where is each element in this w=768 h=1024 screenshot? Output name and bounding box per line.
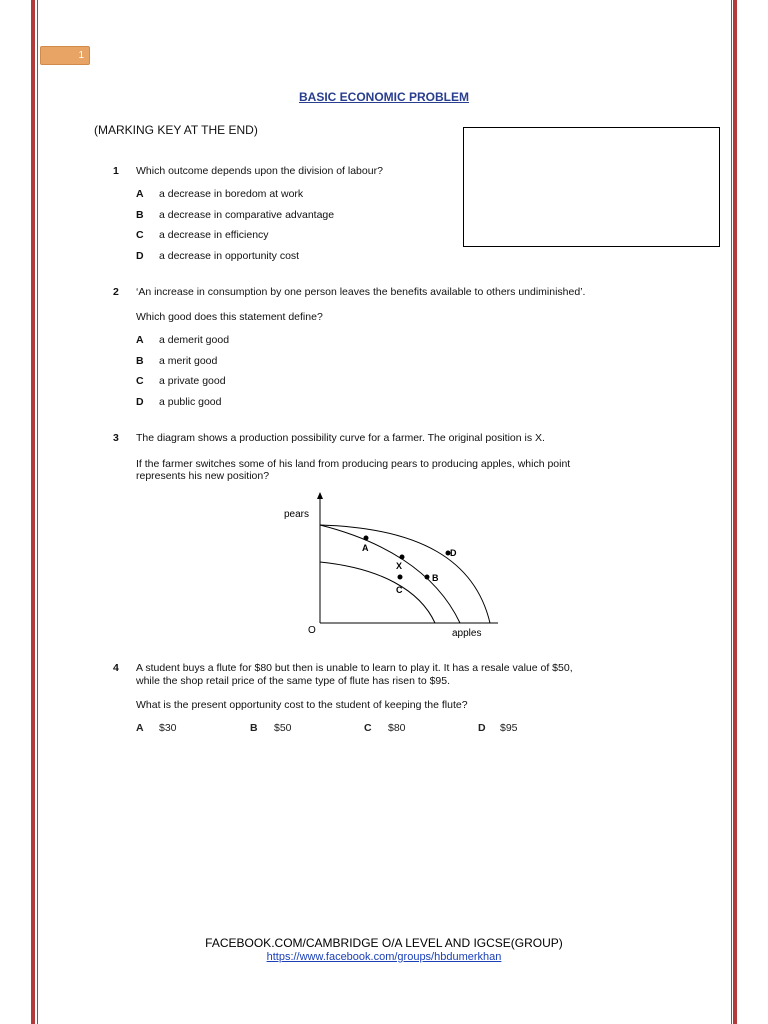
- question-2-stem-2: Which good does this statement define?: [136, 311, 323, 323]
- question-4-stem-2: while the shop retail price of the same type of flute has risen to $95.: [136, 675, 451, 687]
- question-4-option-d-text: $95: [500, 722, 518, 734]
- question-2-option-d-letter: D: [136, 396, 144, 408]
- point-x-label: X: [396, 561, 403, 571]
- page-border-right-inner: [731, 0, 732, 1024]
- ppc-original-curve: [320, 525, 460, 623]
- point-b-label: B: [432, 573, 439, 583]
- question-4-number: 4: [113, 662, 119, 674]
- page-border-left: [31, 0, 35, 1024]
- question-4-option-c-text: $80: [388, 722, 406, 734]
- ppc-outer-curve: [320, 525, 490, 623]
- point-a-marker: [364, 536, 369, 541]
- y-axis-label: pears: [284, 509, 310, 520]
- question-1-option-a-text: a decrease in boredom at work: [159, 188, 304, 200]
- question-2-option-b-text: a merit good: [159, 355, 218, 367]
- question-2-stem: ‘An increase in consumption by one person leaves the benefits available to others undiminished’.: [136, 286, 586, 298]
- question-1-option-c-text: a decrease in efficiency: [159, 229, 269, 241]
- question-4-option-c-letter: C: [364, 722, 372, 734]
- question-4-stem-3: What is the present opportunity cost to the student of keeping the flute?: [136, 699, 468, 711]
- point-c-label: C: [396, 585, 403, 595]
- question-4-stem: A student buys a flute for $80 but then is unable to learn to play it. It has a resale value of $50,: [136, 662, 573, 674]
- page-number-tab: 1: [40, 46, 90, 65]
- question-2-number: 2: [113, 286, 119, 298]
- question-1-number: 1: [113, 165, 119, 177]
- question-3-stem-2: If the farmer switches some of his land from producing pears to producing apples, which point: [136, 458, 571, 470]
- point-b-marker: [425, 575, 430, 580]
- question-1-option-a-letter: A: [136, 188, 144, 200]
- marking-key-note: (MARKING KEY AT THE END): [94, 123, 258, 137]
- question-3-stem-3: represents his new position?: [136, 470, 270, 482]
- point-d-label: D: [450, 548, 457, 558]
- question-1-option-b-letter: B: [136, 209, 144, 221]
- question-4-option-d-letter: D: [478, 722, 486, 734]
- question-1-option-d-text: a decrease in opportunity cost: [159, 250, 300, 262]
- x-axis-label: apples: [452, 628, 482, 639]
- question-2-option-a-letter: A: [136, 334, 144, 346]
- question-4-option-b-text: $50: [274, 722, 292, 734]
- answer-box: [463, 127, 720, 247]
- question-1-option-c-letter: C: [136, 229, 144, 241]
- question-1-option-b-text: a decrease in comparative advantage: [159, 209, 335, 221]
- question-3-number: 3: [113, 432, 119, 444]
- page-title: BASIC ECONOMIC PROBLEM: [298, 90, 469, 104]
- question-1-stem: Which outcome depends upon the division of labour?: [136, 165, 383, 177]
- page-border-left-inner: [37, 0, 38, 1024]
- page-border-right: [733, 0, 737, 1024]
- question-2-option-d-text: a public good: [159, 396, 222, 408]
- question-1-option-d-letter: D: [136, 250, 144, 262]
- footer-group-link[interactable]: https://www.facebook.com/groups/hbdumerkhan: [266, 951, 502, 963]
- question-4-option-b-letter: B: [250, 722, 258, 734]
- ppc-diagram: [270, 490, 510, 645]
- ppc-inner-curve: [320, 562, 435, 623]
- point-x-marker: [400, 555, 405, 560]
- question-3-stem: The diagram shows a production possibility curve for a farmer. The original position is X.: [136, 432, 545, 444]
- point-c-marker: [398, 575, 403, 580]
- question-2-option-b-letter: B: [136, 355, 144, 367]
- question-4-option-a-letter: A: [136, 722, 144, 734]
- question-2-option-a-text: a demerit good: [159, 334, 230, 346]
- question-2-option-c-text: a private good: [159, 375, 226, 387]
- point-a-label: A: [362, 543, 369, 553]
- question-4-option-a-text: $30: [159, 722, 177, 734]
- footer-group-name: FACEBOOK.COM/CAMBRIDGE O/A LEVEL AND IGCSE(GROUP): [205, 936, 563, 950]
- question-2-option-c-letter: C: [136, 375, 144, 387]
- origin-label: O: [308, 625, 316, 636]
- y-axis-arrow: [317, 492, 323, 499]
